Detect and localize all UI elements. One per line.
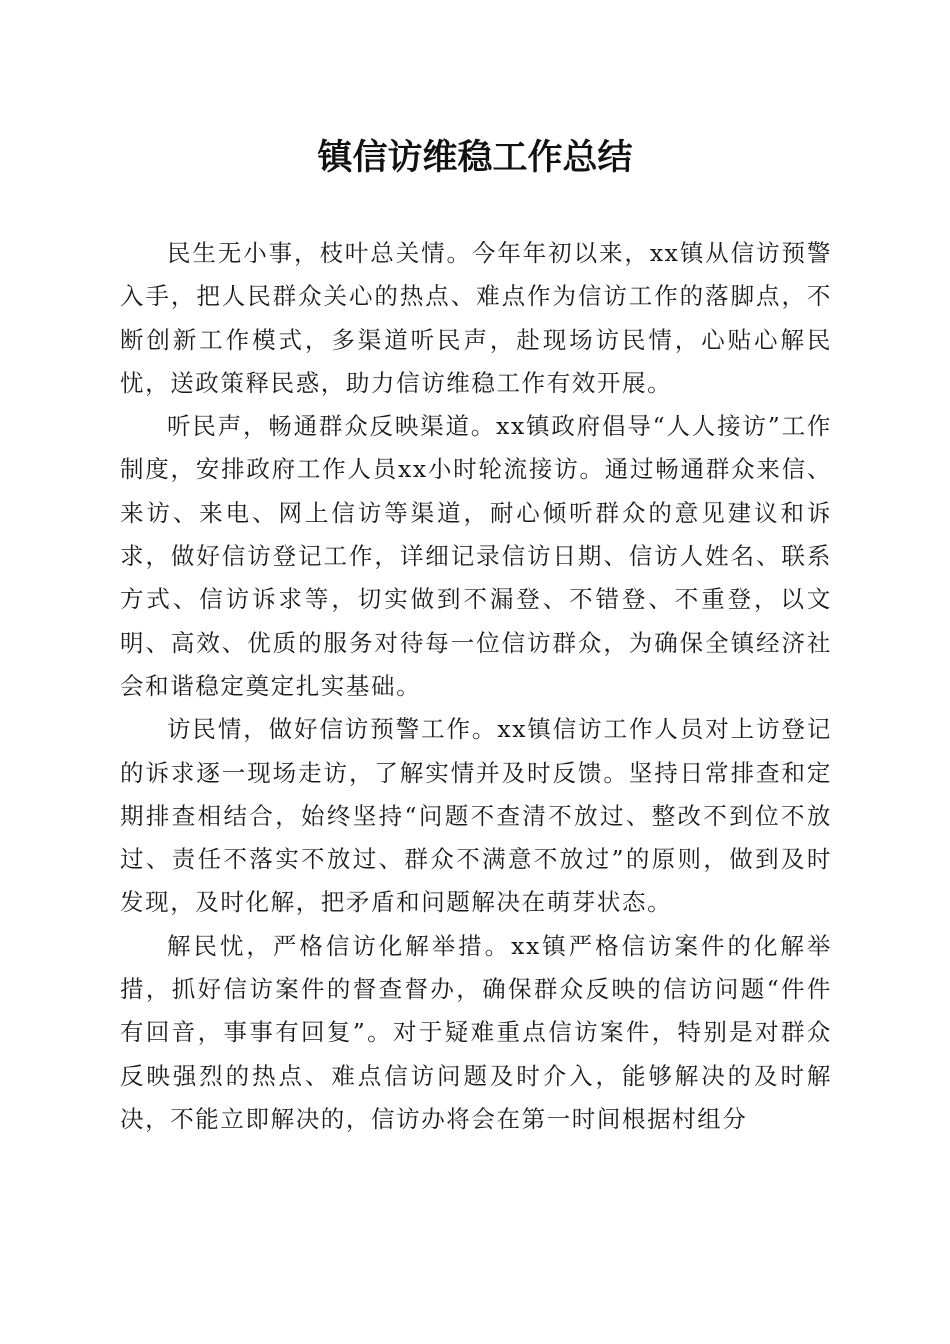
document-title: 镇信访维稳工作总结 bbox=[317, 137, 633, 178]
paragraph: 访民情，做好信访预警工作。xx镇信访工作人员对上访登记的诉求逐一现场走访，了解实情并及时反馈。坚持日常排查和定期排查相结合，始终坚持“问题不查清不放过、整改不到位不放过、责任不落实不放过、群众不满意不放过”的原则，做到及时发现，及时化解，把矛盾和问题解决在萌芽状态。 bbox=[120, 715, 832, 917]
paragraph: 听民声，畅通群众反映渠道。xx镇政府倡导“人人接访”工作制度，安排政府工作人员xx小时轮流接访。通过畅通群众来信、来访、来电、网上信访等渠道，耐心倾听群众的意见建议和诉求，做好信访登记工作，详细记录信访日期、信访人姓名、联系方式、信访诉求等，切实做到不漏登、不错登、不重登，以文明、高效、优质的服务对待每一位信访群众，为确保全镇经济社会和谐稳定奠定扎实基础。 bbox=[120, 412, 832, 700]
paragraph: 解民忧，严格信访化解举措。xx镇严格信访案件的化解举措，抓好信访案件的督查督办，确保群众反映的信访问题“件件有回音，事事有回复”。对于疑难重点信访案件，特别是对群众反映强烈的热点、难点信访问题及时介入，能够解决的及时解决，不能立即解决的，信访办将会在第一时间根据村组分 bbox=[120, 931, 832, 1133]
document-body bbox=[120, 232, 832, 1141]
paragraph: 民生无小事，枝叶总关情。今年年初以来，xx镇从信访预警入手，把人民群众关心的热点、难点作为信访工作的落脚点，不断创新工作模式，多渠道听民声，赴现场访民情，心贴心解民忧，送政策释民惑，助力信访维稳工作有效开展。 bbox=[120, 239, 832, 397]
